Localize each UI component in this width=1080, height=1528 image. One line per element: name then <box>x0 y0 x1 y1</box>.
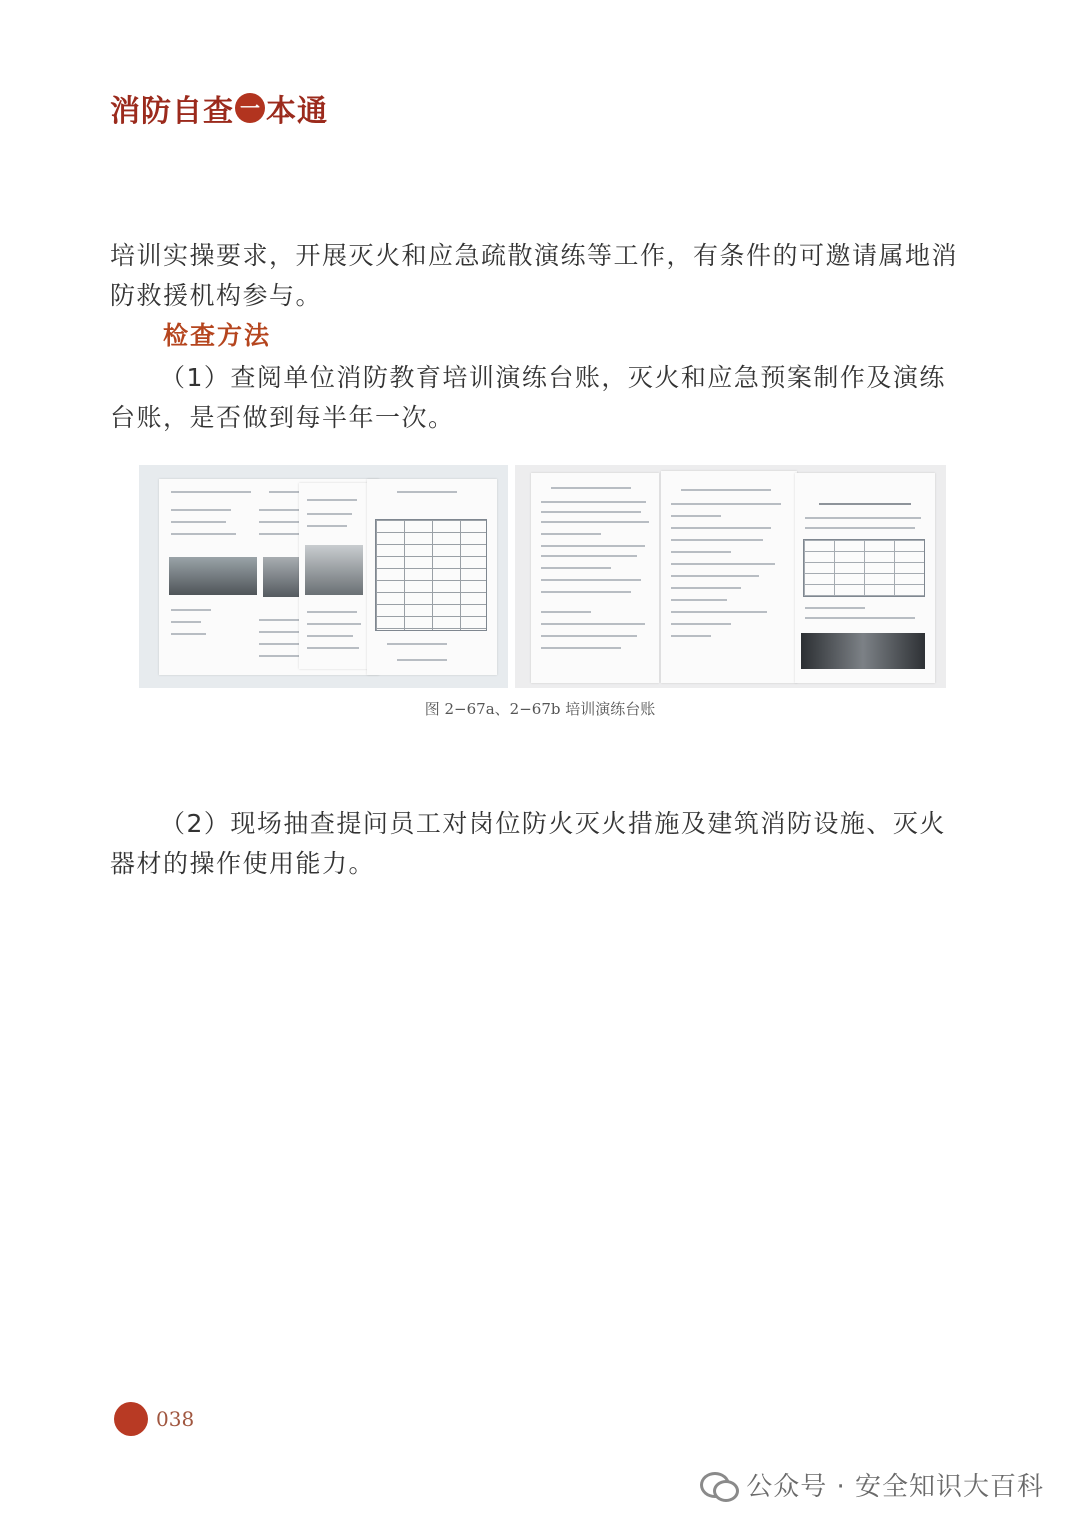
figure-caption: 图 2−67a、2−67b 培训演练台账 <box>424 700 656 718</box>
plan-table <box>803 539 925 597</box>
drill-photo <box>169 557 257 595</box>
watermark-text: 公众号 · 安全知识大百科 <box>746 1472 1044 1502</box>
plan-sheet <box>661 471 797 683</box>
training-ledger-photo-a <box>139 465 508 688</box>
ledger-sheet <box>367 479 497 675</box>
check-item-1: （1）查阅单位消防教育培训演练台账，灭火和应急预案制作及演练台账，是否做到每半年一次。 <box>110 363 946 432</box>
section-title: 检查方法 <box>163 321 272 350</box>
drill-photo <box>801 633 925 669</box>
plan-sheet <box>795 473 935 683</box>
logo-char: 防 <box>141 94 172 129</box>
page-footer <box>114 1402 194 1436</box>
page-number-dot <box>114 1402 148 1436</box>
logo-char-dot: 一 <box>235 93 265 123</box>
page-number: 038 <box>156 1407 195 1431</box>
plan-sheet <box>531 473 659 683</box>
ledger-sheet <box>299 483 369 669</box>
drill-photo <box>305 545 363 595</box>
logo-char: 自 <box>172 94 203 129</box>
logo-char: 消 <box>110 94 141 129</box>
book-logo <box>110 88 328 128</box>
logo-char: 通 <box>297 94 328 129</box>
wechat-icon <box>700 1470 736 1500</box>
check-item-2: （2）现场抽查提问员工对岗位防火灭火措施及建筑消防设施、灭火器材的操作使用能力。 <box>110 809 946 878</box>
logo-char: 查 <box>203 94 234 129</box>
wechat-watermark <box>700 1466 1044 1503</box>
paragraph-continued: 培训实操要求，开展灭火和应急疏散演练等工作，有条件的可邀请属地消防救援机构参与。 <box>110 241 959 310</box>
training-ledger-photo-b <box>515 465 946 688</box>
ledger-table <box>375 519 487 631</box>
logo-char: 本 <box>266 94 297 129</box>
